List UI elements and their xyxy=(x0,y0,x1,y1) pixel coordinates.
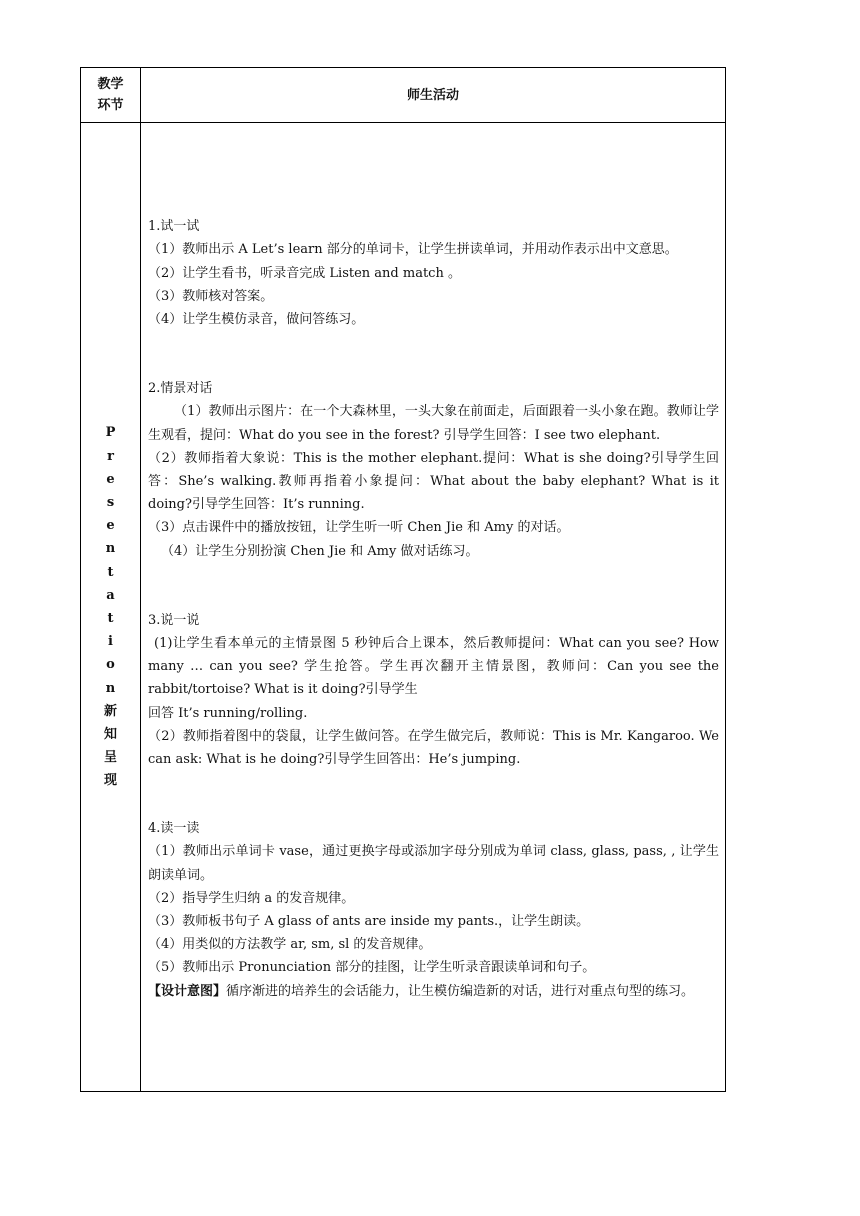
step-item: （4）用类似的方法教学 ar, sm, sl 的发音规律。 xyxy=(148,937,432,953)
stage-char: 知 xyxy=(103,727,117,743)
stage-cell xyxy=(81,123,141,1092)
stage-char: i xyxy=(108,634,113,650)
stage-char: P xyxy=(105,425,116,441)
step-item: （5）教师出示 Pronunciation 部分的挂图，让学生听录音跟读单词和句子。 xyxy=(148,960,596,976)
stage-char: 新 xyxy=(103,703,117,719)
section-title: 4.读一读 xyxy=(148,821,200,837)
lesson-plan-table xyxy=(80,67,726,1092)
activity-content xyxy=(141,211,725,1003)
step-item: 回答 It’s running/rolling. xyxy=(148,705,308,721)
design-intent-tag: 【设计意图】 xyxy=(148,983,227,999)
stage-char: t xyxy=(107,564,114,580)
step-item: （1）教师出示图片：在一个大森林里，一头大象在前面走，后面跟着一头小象在跑。教师让学生观看，提问：What do you see in the forest? 引导学生回答：I see two elephant. xyxy=(148,404,719,443)
step-item: （2）教师指着图中的袋鼠，让学生做问答。在学生做完后，教师说：This is Mr. Kangaroo. We can ask: What is he doing?引导学生回答出：He’s jumping. xyxy=(148,728,719,768)
section-title: 1.试一试 xyxy=(148,219,200,235)
stage-char: n xyxy=(105,541,116,557)
step-item: （2）让学生看书，听录音完成 Listen and match 。 xyxy=(148,265,461,281)
section-spacer xyxy=(148,331,719,377)
stage-header-line2: 环节 xyxy=(97,98,124,113)
header-row xyxy=(81,68,726,123)
step-item: （1）教师出示 A Let’s learn 部分的单词卡，让学生拼读单词，并用动作表示出中文意思。 xyxy=(148,242,678,258)
step-item: （2）指导学生归纳 a 的发音规律。 xyxy=(148,890,355,906)
step-item: （4）让学生模仿录音，做问答练习。 xyxy=(148,311,365,327)
section-spacer xyxy=(148,771,719,817)
step-item: （1）教师出示单词卡 vase，通过更换字母或添加字母分别成为单词 class, glass, pass, , 让学生朗读单词。 xyxy=(148,844,719,883)
step-item: （3）教师核对答案。 xyxy=(148,288,274,304)
section-try xyxy=(148,215,719,331)
activity-header-cell xyxy=(141,68,726,123)
stage-char: s xyxy=(106,494,115,510)
section-spacer xyxy=(148,563,719,609)
stage-char: e xyxy=(106,518,115,534)
stage-label xyxy=(81,421,140,792)
design-intent-text: 循序渐进的培养生的会话能力，让生模仿编造新的对话，进行对重点句型的练习。 xyxy=(226,983,695,999)
step-item: （3）教师板书句子 A glass of ants are inside my pants.，让学生朗读。 xyxy=(148,914,590,930)
activity-content-cell xyxy=(141,123,726,1092)
stage-char: e xyxy=(106,471,115,487)
section-read xyxy=(148,817,719,1003)
step-item: （3）点击课件中的播放按钮，让学生听一听 Chen Jie 和 Amy 的对话。 xyxy=(148,520,570,536)
stage-char: o xyxy=(106,657,115,673)
step-item: （2）教师指着大象说：This is the mother elephant.提问：What is she doing?引导学生回答：She’s walking.教师再指着小象提问：What about the baby elephant? What is it doing?引导学生回答：It’s running. xyxy=(148,450,719,513)
section-title: 2.情景对话 xyxy=(148,381,213,397)
stage-header-line1: 教学 xyxy=(97,77,124,92)
step-item: (1)让学生看本单元的主情景图 5 秒钟后合上课本，然后教师提问：What can you see? How many … can you see? 学生抢答。学生再次翻开主情景图，教师问：Can you see the rabbit/tortoise? What is it doing?引导学生 xyxy=(148,636,719,698)
content-row xyxy=(81,123,726,1092)
section-speak xyxy=(148,609,719,771)
stage-char: n xyxy=(105,680,116,696)
activity-header: 师生活动 xyxy=(406,87,459,103)
section-dialogue xyxy=(148,377,719,563)
stage-char: 呈 xyxy=(103,750,117,766)
stage-char: 现 xyxy=(103,773,117,789)
stage-char: a xyxy=(106,587,115,603)
stage-char: r xyxy=(107,448,114,464)
section-title: 3.说一说 xyxy=(148,612,200,628)
step-item: （4）让学生分别扮演 Chen Jie 和 Amy 做对话练习。 xyxy=(161,543,479,559)
stage-char: t xyxy=(107,611,114,626)
design-intent xyxy=(148,980,719,1003)
stage-header-cell xyxy=(81,68,141,123)
